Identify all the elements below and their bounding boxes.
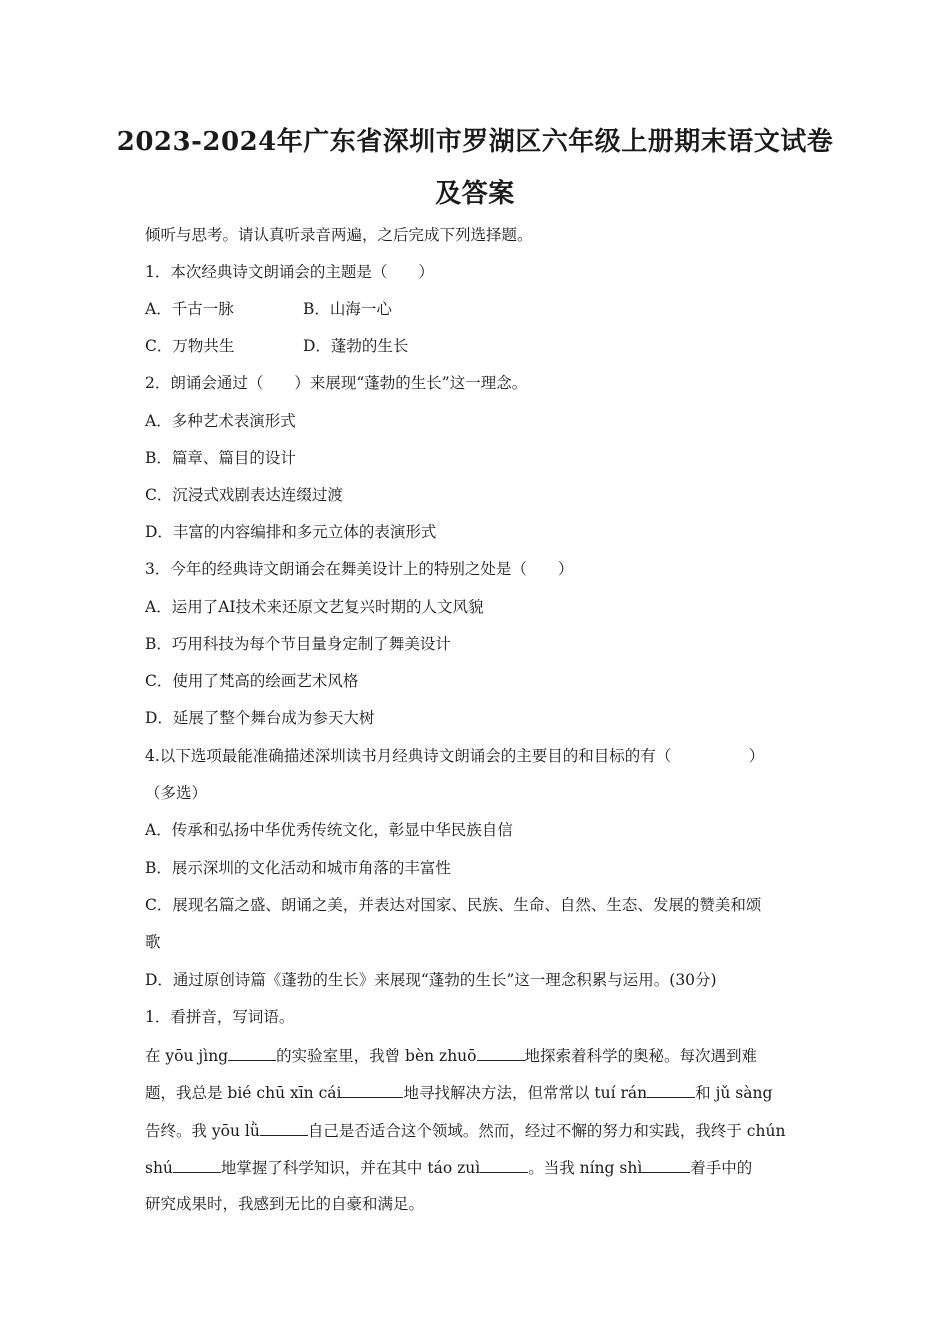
q1-option-a: A．千古一脉 (145, 300, 234, 318)
q4-option-a: A．传承和弘扬中华优秀传统文化，彰显中华民族自信 (145, 821, 513, 839)
q2-option-d: D．丰富的内容编排和多元立体的表演形式 (145, 523, 437, 541)
q3-option-b: B．巧用科技为每个节目量身定制了舞美设计 (145, 635, 451, 653)
q3-stem: 3．今年的经典诗文朗诵会在舞美设计上的特别之处是（ ） (145, 560, 574, 578)
answer-blank[interactable] (647, 1082, 695, 1098)
pinyin-text: 的实验室里，我曾 bèn zhuō (276, 1047, 477, 1065)
q3-option-a: A．运用了AI技术来还原文艺复兴时期的人文风貌 (145, 598, 484, 616)
answer-blank[interactable] (480, 1157, 528, 1173)
q2-option-b: B．篇章、篇目的设计 (145, 449, 296, 467)
exam-title-line-2: 及答案 (435, 179, 515, 209)
q1-option-b: B．山海一心 (303, 300, 392, 318)
answer-blank[interactable] (173, 1157, 221, 1173)
pinyin-text: 自己是否适合这个领域。然而，经过不懈的努力和实践，我终于 chún (307, 1122, 786, 1140)
q4-stem: 4.以下选项最能准确描述深圳读书月经典诗文朗诵会的主要目的和目标的有（ ） (145, 747, 765, 765)
q2-option-c: C．沉浸式戏剧表达连缀过渡 (145, 486, 343, 504)
pinyin-text: 告终。我 yōu lǜ (145, 1122, 260, 1140)
pinyin-text: 地探索着科学的奥秘。每次遇到难 (524, 1047, 758, 1065)
answer-blank[interactable] (477, 1045, 525, 1061)
q3-option-c: C．使用了梵高的绘画艺术风格 (145, 672, 359, 690)
pinyin-text: 题，我总是 bié chū xīn cái (145, 1084, 342, 1102)
q2-stem: 2．朗诵会通过（ ）来展现“蓬勃的生长”这一理念。 (145, 374, 528, 392)
pinyin-text: 着手中的 (690, 1159, 753, 1177)
pinyin-text: 地寻找解决方法，但常常以 tuí rán (403, 1084, 648, 1102)
q4-option-c-line-1: C．展现名篇之盛、朗诵之美，并表达对国家、民族、生命、自然、生态、发展的赞美和颂 (145, 896, 762, 914)
pinyin-text: shú (145, 1159, 173, 1177)
q1-option-c: C．万物共生 (145, 337, 235, 355)
exam-title-line-1: 2023-2024年广东省深圳市罗湖区六年级上册期末语文试卷 (116, 127, 834, 157)
answer-blank[interactable] (341, 1082, 403, 1098)
pinyin-text: 。当我 níng shì (528, 1159, 643, 1177)
listening-intro: 倾听与思考。请认真听录音两遍，之后完成下列选择题。 (145, 226, 533, 244)
pinyin-passage-line-3 (145, 1120, 835, 1141)
q4-option-b: B．展示深圳的文化活动和城市角落的丰富性 (145, 859, 451, 877)
answer-blank[interactable] (260, 1120, 308, 1136)
pinyin-text: 地掌握了科学知识，并在其中 táo zuì (220, 1159, 481, 1177)
pinyin-task-heading: 1．看拼音，写词语。 (145, 1008, 295, 1026)
pinyin-passage-line-4 (145, 1157, 835, 1178)
pinyin-text: 和 jǔ sàng (695, 1084, 773, 1102)
q4-multi-select-note: （多选） (145, 784, 208, 802)
q1-option-d: D．蓬勃的生长 (303, 337, 409, 355)
pinyin-passage-line-5: 研究成果时，我感到无比的自豪和满足。 (145, 1195, 425, 1213)
pinyin-text: 在 yōu jìng (145, 1047, 229, 1065)
pinyin-passage-line-1 (145, 1045, 835, 1066)
q2-option-a: A．多种艺术表演形式 (145, 412, 296, 430)
q3-option-d: D．延展了整个舞台成为参天大树 (145, 709, 375, 727)
answer-blank[interactable] (642, 1157, 690, 1173)
pinyin-passage-line-2 (145, 1082, 835, 1103)
q1-stem: 1．本次经典诗文朗诵会的主题是（ ） (145, 263, 434, 281)
answer-blank[interactable] (228, 1045, 276, 1061)
q4-option-c-line-2: 歌 (145, 933, 161, 951)
q4-option-d: D．通过原创诗篇《蓬勃的生长》来展现“蓬勃的生长”这一理念积累与运用。(30分) (145, 971, 717, 989)
